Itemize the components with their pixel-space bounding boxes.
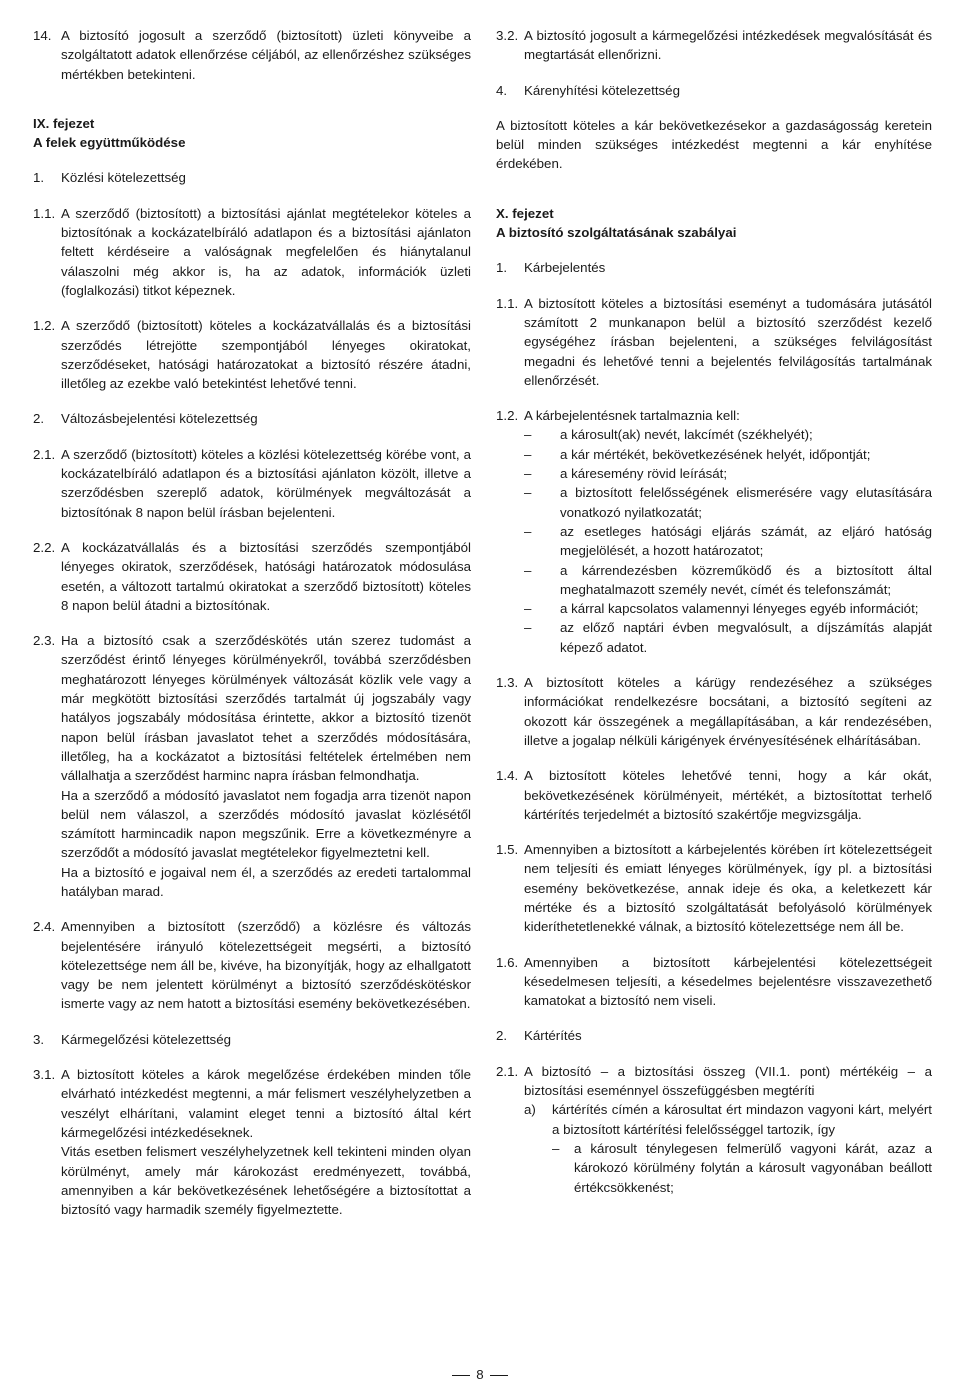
sub-item-text: kártérítés címén a károsultat ért mindazon vagyoni kárt, melyért a biztosított kártérítési felelősséggel tartozik, így	[552, 1102, 932, 1137]
paragraph-body	[61, 1065, 471, 1219]
paragraph-continuation: Ha a szerződő a módosító javaslatot nem fogadja arra tizenöt napon belül nem válaszol, a szerződés módosító javaslat közlésétől számított harmincadik napon megszűnik. Erre a következményre a szerződőt a módosító javaslat megtételekor figyelmeztetni kell.	[61, 787, 471, 861]
paragraph-text: A biztosító – a biztosítási összeg (VII.1. pont) mértékéig – a biztosítási eseménnyel összefüggésben megtéríti	[524, 1063, 932, 1099]
list-item-text: a kár mértékét, bekövetkezésének helyét, időpontját;	[560, 446, 871, 462]
dash-bullet: –	[524, 562, 532, 578]
paragraph-text: A szerződő (biztosított) a biztosítási ajánlat megtételekor köteles a biztosítónak a kockázatelbíráló adatlapon és a biztosítási ajánlaton feltett kérdéseire a valóságnak megfelelően és hiánytalanul válaszolni még akkor is, ha az adatok, információk üzleti (foglalkozási) titkot képeznek.	[61, 205, 471, 298]
section-number: 1.	[33, 170, 45, 186]
paragraph-14	[33, 26, 471, 84]
section-number: 3.	[33, 1031, 45, 1047]
dash-bullet: –	[524, 601, 532, 617]
sub-dash-item	[524, 1139, 932, 1197]
dash-bullet: –	[524, 427, 532, 443]
paragraph-2-1	[33, 445, 471, 522]
paragraph-text: Amennyiben a biztosított a kárbejelentés körében írt kötelezettségeit nem teljesíti és emiatt lényeges körülmények, így pl. a biztosítási esemény bekövetkezése, annak ideje és oka, a keletkezett kár mértéke és a biztosító szolgáltatását befolyásoló körülmények kideríthetetlenekké válnak, a biztosító kötelezettsége nem áll be.	[524, 842, 932, 935]
section-title: Kárbejelentés	[524, 260, 606, 276]
paragraph-text: Amennyiben a biztosított kárbejelentési kötelezettségeit késedelmesen teljesíti, a késedelmes bejelentésre visszavezethető kamatokat a biztosító nem viseli.	[524, 954, 932, 1009]
paragraph-4: A biztosított köteles a kár bekövetkezésekor a gazdaságosság keretein belül minden szükséges intézkedést megtenni a kár enyhítése érdekében.	[496, 117, 932, 172]
paragraph-text: A biztosított köteles a károk megelőzése érdekében minden tőle elvárható intézkedést megtenni, a már felismert veszélyhelyzetben a veszélyt elhárítani, valamint eleget tenni a biztosító által kért kármegelőzési intézkedéseknek.	[61, 1067, 471, 1140]
list-item	[524, 445, 932, 464]
paragraph-text: A kárbejelentésnek tartalmaznia kell:	[524, 408, 740, 424]
paragraph-number: 1.1.	[33, 205, 56, 221]
sub-item-label: a)	[524, 1102, 536, 1118]
paragraph-number: 1.1.	[496, 295, 519, 311]
section-4-heading	[496, 81, 932, 100]
chapter-subtitle: A felek együttműködése	[33, 135, 186, 151]
paragraph-1-4	[496, 766, 932, 824]
paragraph-number: 1.2.	[496, 408, 519, 424]
dash-bullet: –	[524, 446, 532, 462]
paragraph-number: 1.3.	[496, 675, 519, 691]
section-2-heading	[33, 409, 471, 428]
dash-bullet: –	[524, 523, 532, 539]
paragraph-1-6	[496, 953, 932, 1011]
list-item-text: az előző naptári évben megvalósult, a díjszámítás alapját képező adatot.	[560, 620, 932, 655]
paragraph-number: 1.2.	[33, 318, 56, 334]
paragraph-1-3	[496, 673, 932, 750]
paragraph-number: 2.3.	[33, 633, 56, 649]
section-title: Közlési kötelezettség	[61, 170, 186, 186]
paragraph-text: Amennyiben a biztosított (szerződő) a közlésre és változás bejelentésére irányuló kötelezettségeit megsérti, a biztosító kötelezettsége nem áll be, kivéve, ha bizonyítják, hogy az elhallgatott vagy be nem jelentett körülményt a biztosító szerződéskötéskor ismerte vagy az nem hatott a biztosítási esemény bekövetkezésében.	[61, 919, 471, 1012]
list-item-text: a biztosított felelősségének elismerésére vagy elutasítására vonatkozó nyilatkozatát;	[560, 485, 932, 520]
paragraph-text: A biztosított köteles a biztosítási eseményt a tudomására jutásától számított 2 munkanapon belül a biztosító szerződést kezelő egységéhez írásban bejelenteni, a szükséges felvilágosítást megadni és lehetővé tenni a bejelentés felvilágosítás tartalmának ellenőrzését.	[524, 295, 932, 388]
paragraph-text: Ha a biztosító csak a szerződéskötés után szerez tudomást a szerződést érintő lényeges körülményekről, továbbá szerződésben meghatározott lényeges körülmények változását közlik vele vagy a már megkötött biztosítási szerződés tartalmát új jogszabály vagy hatályos jogszabály módosítása érintette, akkor a biztosító tizenöt napon belül írásban javaslatot tehet a szerződés módosítására, illetőleg, ha a kockázatot a biztosítási feltételek értelmében nem vállalhatja a szerződést harminc napra írásban felmondhatja.	[61, 633, 471, 784]
paragraph-1-2	[496, 406, 932, 657]
paragraph-text: A biztosító jogosult a kármegelőzési intézkedések megvalósítását és megtartását ellenőrizni.	[524, 28, 932, 63]
sub-item-a	[524, 1100, 932, 1139]
paragraph-1-5	[496, 840, 932, 936]
paragraph-number: 2.1.	[33, 446, 56, 462]
paragraph-number: 3.1.	[33, 1067, 56, 1083]
paragraph-2-4	[33, 917, 471, 1013]
section-number: 2.	[496, 1028, 508, 1044]
paragraph-text: A biztosított köteles lehetővé tenni, hogy a kár okát, bekövetkezésének körülményeit, mértékét, a biztosítottat terhelő kártérítés terjedelmét a biztosító szakértője megvizsgálja.	[524, 768, 932, 822]
paragraph-text: A biztosító jogosult a szerződő (biztosított) üzleti könyveibe a szolgáltatott adatok ellenőrzése céljából, az ellenőrzéshez szükséges mértékben betekinteni.	[61, 28, 471, 82]
paragraph-text: A kockázatvállalás és a biztosítási szerződés szempontjából lényeges okiratok, szerződések, hatósági határozatok módosulása esetén, a változott tartalmú okiratokat a szerződő biztosított) köteles 8 napon belül átadni a biztosítónak.	[61, 539, 471, 613]
chapter-title: X. fejezet	[496, 205, 554, 221]
paragraph-number: 2.1.	[496, 1063, 519, 1079]
footer-dash-left	[452, 1375, 470, 1376]
list-item	[524, 599, 932, 618]
paragraph-text: A biztosított köteles a kárügy rendezéséhez a szükséges információkat rendelkezésre bocsátani, a biztosító segíteni az okozott kár összegének a megállapításában, a kár rendezésében, illetve a jogalap nélküli kárigények érvényesítésének elhárításában.	[524, 675, 932, 748]
paragraph-body	[61, 631, 471, 901]
list-item-text: a káresemény rövid leírását;	[560, 466, 728, 482]
paragraph-1-1	[33, 204, 471, 300]
section-2-heading	[496, 1026, 932, 1045]
list-item	[524, 561, 932, 600]
section-title: Kárenyhítési kötelezettség	[524, 82, 680, 98]
paragraph-number: 1.5.	[496, 842, 519, 858]
dash-bullet: –	[524, 485, 532, 501]
paragraph-number: 1.6.	[496, 954, 519, 970]
sub-dash-text: a károsult ténylegesen felmerülő vagyoni kárát, azaz a károkozó körülmény folytán a károsult vagyonában beállott értékcsökkenést;	[574, 1140, 932, 1195]
list-item	[524, 464, 932, 483]
page-footer	[0, 1367, 960, 1383]
section-3-heading	[33, 1030, 471, 1049]
paragraph-2-2	[33, 538, 471, 615]
dash-bullet: –	[552, 1140, 560, 1156]
list-item-text: a károsult(ak) nevét, lakcímét (székhelyét);	[560, 427, 813, 443]
paragraph-number: 2.2.	[33, 539, 56, 555]
section-title: Kártérítés	[524, 1028, 582, 1044]
chapter-ix-heading	[33, 114, 471, 153]
list-item	[524, 618, 932, 657]
paragraph-number: 3.2.	[496, 28, 519, 43]
paragraph-continuation: Ha a biztosító e jogaival nem él, a szerződés az eredeti tartalommal hatályban marad.	[61, 864, 471, 899]
section-1-heading	[496, 258, 932, 277]
list-item-text: az esetleges hatósági eljárás számát, az eljáró hatóság megjelölését, a hozott határozatot;	[560, 523, 932, 559]
paragraph-1-1	[496, 294, 932, 390]
chapter-subtitle: A biztosító szolgáltatásának szabályai	[496, 225, 737, 241]
required-items-list	[524, 425, 932, 657]
list-item	[524, 425, 932, 444]
paragraph-text: A szerződő (biztosított) köteles a közlési kötelezettség körébe vont, a kockázatelbíráló adatlapon és a biztosítási ajánlaton közölt, illetve a szerződésben szereplő adatok, körülmények megváltozását a biztosítónak 8 napon belül írásban bejelenteni.	[61, 446, 471, 520]
right-column	[496, 26, 932, 1213]
paragraph-3-1	[33, 1065, 471, 1219]
paragraph-text: A szerződő (biztosított) köteles a kockázatvállalás és a biztosítási szerződés létrejötte szempontjából lényeges okiratokat, szerződéseket, hatósági határozatokat a biztosító részére átadni, illetőleg az ezekbe való betekintést lehetővé tenni.	[61, 318, 471, 392]
list-item-text: a kárral kapcsolatos valamennyi lényeges egyéb információt;	[560, 601, 919, 617]
dash-bullet: –	[524, 466, 532, 482]
paragraph-number: 14.	[33, 28, 52, 43]
section-number: 2.	[33, 411, 45, 427]
paragraph-3-2	[496, 26, 932, 65]
paragraph-continuation: Vitás esetben felismert veszélyhelyzetnek kell tekinteni minden olyan körülményt, amely már károkozást eredményezett, továbbá, amennyiben a kár bekövetkezésének lehetőségére a biztosítottat a biztosító vagy harmadik személy figyelmeztette.	[61, 1144, 471, 1218]
chapter-title: IX. fejezet	[33, 115, 95, 131]
dash-bullet: –	[524, 620, 532, 636]
list-item	[524, 522, 932, 561]
footer-dash-right	[490, 1375, 508, 1376]
paragraph-2-1	[496, 1062, 932, 1197]
paragraph-body	[524, 406, 932, 657]
paragraph-number: 1.4.	[496, 768, 519, 784]
section-number: 4.	[496, 82, 508, 98]
section-title: Változásbejelentési kötelezettség	[61, 411, 258, 427]
paragraph-body	[524, 1062, 932, 1197]
section-1-heading	[33, 168, 471, 187]
left-column	[33, 26, 471, 1235]
list-item-text: a kárrendezésben közreműködő és a biztosított által meghatalmazott személy nevét, címét és telefonszámát;	[560, 562, 932, 597]
page-number: 8	[476, 1367, 484, 1382]
paragraph-number: 2.4.	[33, 919, 56, 935]
list-item	[524, 483, 932, 522]
section-number: 1.	[496, 260, 508, 276]
section-title: Kármegelőzési kötelezettség	[61, 1031, 231, 1047]
paragraph-1-2	[33, 316, 471, 393]
paragraph-2-3	[33, 631, 471, 901]
chapter-x-heading	[496, 204, 932, 243]
